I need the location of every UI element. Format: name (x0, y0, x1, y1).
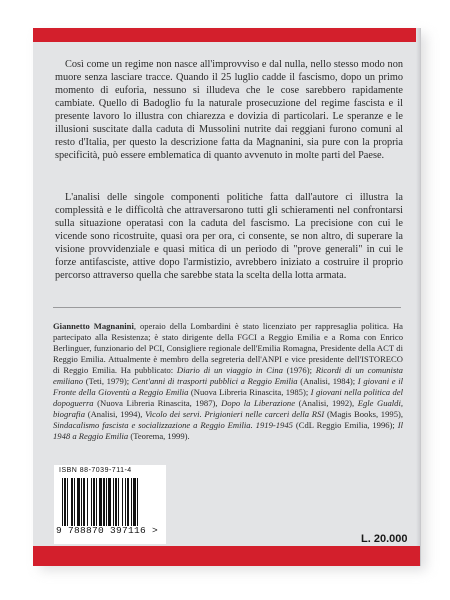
work-title: Sindacalismo fascista e socializzazione a Reggio Emilia. 1919-1945 (53, 420, 293, 430)
work-title: Il 1948 a Reggio Emilia (53, 420, 403, 441)
work-note: (Analisi, 1992), (295, 398, 358, 408)
work-title: Diario di un viaggio in Cina (176, 365, 283, 375)
synopsis-paragraph-1 (55, 58, 403, 162)
work-title: Egle Gualdi, biografia (53, 398, 404, 419)
isbn-text: ISBN 88-7039-711-4 (59, 467, 132, 474)
work-note: (CdL Reggio Emilia, 1996); (292, 420, 398, 430)
book-back-cover (33, 28, 421, 566)
bottom-red-band (33, 546, 420, 566)
synopsis-paragraph-2 (55, 191, 403, 282)
synopsis-text-1: Così come un regime non nasce all'improvviso e dal nulla, nello stesso modo non muore senza lasciare tracce. Quando il 25 luglio cadde il fascismo, dopo un primo momento di euforia, nessuno si illudeva che le cose sarebbero rapidamente cambiate. Quello di Badoglio fu la naturale prosecuzione del regime fascista e il presente lavoro lo illustra con chiarezza e dovizia di particolari. Le speranze e le illusioni suscitate dalla caduta di Mussolini nutrite dai reggiani furono comuni al resto d'Italia, per questo la descrizione fatta da Magnanini, sia pure con la propria specificità, può essere emblematica di quanto avvenuto in molte parti del Paese. (55, 59, 403, 161)
author-name: Giannetto Magnanini (53, 321, 134, 331)
work-title: Ricordi di un comunista emiliano (53, 365, 403, 386)
work-title: Cent'anni di trasporti pubblici a Reggio Emilia (131, 376, 298, 386)
divider-rule (53, 307, 401, 308)
work-note: (Nuova Libreria Rinascita, 1987), (93, 398, 222, 408)
work-note: (Teorema, 1999). (128, 431, 190, 441)
work-note: (Analisi, 1984); (297, 376, 358, 386)
synopsis-text-2: L'analisi delle singole componenti politiche fatta dall'autore ci illustra la complessità e le difficoltà che attraversarono tutti gli schieramenti nel confrontarsi sulla situazione operatasi con la caduta del fascismo. La precisione con cui le vicende sono ricostruite, quasi ora per ora, ci consente, se non altro, di superare la visione provvidenziale e quasi mitica di un periodo di "prove generali" in cui le forze antifasciste, attive dopo l'armistizio, avrebbero iniziato a costruire il proprio percorso attraverso quella che sarebbe stata la scelta della lotta armata. (55, 192, 403, 281)
work-note: (Nuova Libreria Rinascita, 1985); (188, 387, 311, 397)
work-note: (Teti, 1979); (83, 376, 132, 386)
work-title: I giovani e il Fronte della Gioventù a Reggio Emilia (53, 376, 403, 397)
work-note: (Analisi, 1994), (85, 409, 146, 419)
price-label: L. 20.000 (361, 533, 408, 545)
cover-edge (416, 28, 420, 566)
work-title: Dopo la Liberazione (221, 398, 296, 408)
work-note: (Magis Books, 1995), (324, 409, 404, 419)
author-bio (53, 321, 403, 442)
published-label: Ha pubblicato: (120, 365, 177, 375)
work-title: Vicolo dei servi. Prigionieri nelle carceri della RSI (145, 409, 325, 419)
barcode-label (54, 465, 166, 544)
ean-number: 9 788870 397116 > (56, 525, 159, 536)
top-red-band (33, 28, 420, 42)
work-note: (1976); (282, 365, 316, 375)
work-title: I giovani nella politica del dopoguerra (53, 387, 403, 408)
author-intro: , operaio della Lombardini è stato licenziato per rappresaglia politica. Ha partecipato alla Resistenza; è stato dirigente della FGCI a Reggio Emilia e a Roma con Enrico Berlinguer, funzionario del PCI, Consigliere regionale dell'Emilia Romagna, Presidente della ACT di Reggio Emilia. Attualmente è membro della segreteria dell'ANPI e vice presidente dell'ISTORECO di Reggio Emilia. (53, 321, 403, 375)
barcode-bars (62, 478, 159, 526)
